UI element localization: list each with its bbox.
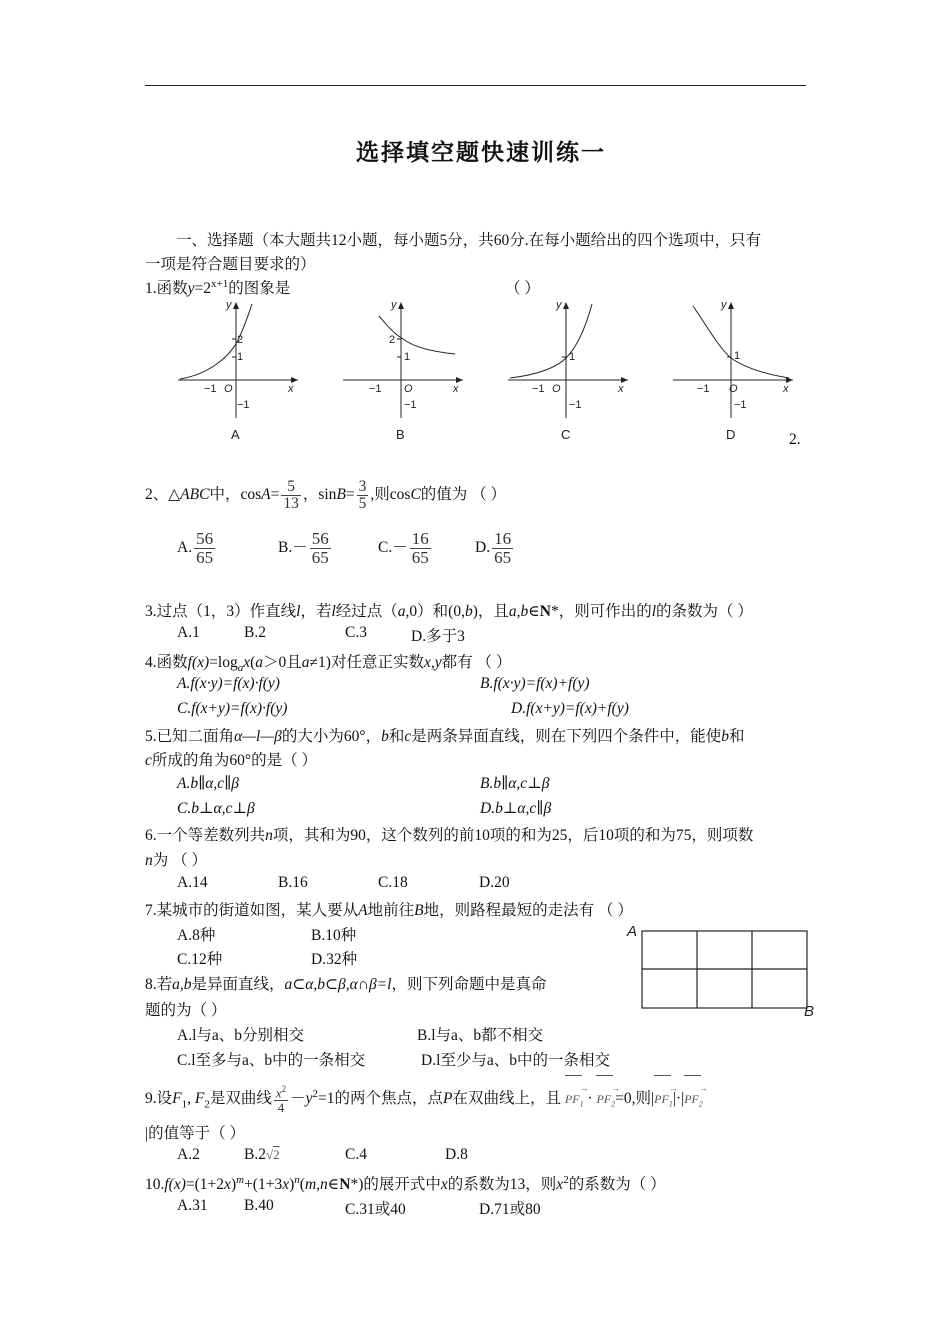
grid-point-a: A	[627, 923, 638, 940]
graph-c-x-label: x	[618, 383, 624, 395]
q1-graphs	[170, 296, 810, 446]
question-1-answer-paren: （ ）	[505, 280, 540, 297]
q3-option-d: D.多于3	[411, 628, 465, 645]
graph-a-tick-1: 1	[237, 351, 244, 363]
page-title: 选择填空题快速训练一	[356, 140, 606, 166]
q10-option-d: D.71或80	[479, 1201, 541, 1218]
graph-b-label: B	[396, 427, 405, 442]
question-2: 2、△ABC中，cosA= $\frac{5}{13}$ ，sinB= $\frac{3}{5}$ ,则cosC的值为 （ ）	[145, 477, 507, 512]
q4-option-a: A.f(x·y)=f(x)·f(y)	[177, 675, 280, 692]
grid-point-b: B	[804, 1003, 815, 1020]
q5-option-b: B.b∥α,c⊥β	[480, 775, 550, 792]
graph-b-tick-neg: −1	[369, 383, 382, 395]
graph-b-origin: O	[404, 383, 413, 395]
q4-option-c: C.f(x+y)=f(x)·f(y)	[177, 700, 288, 717]
q8-option-d: D.l至少与a、b中的一条相交	[421, 1052, 611, 1069]
graph-d-x-label: x	[783, 383, 789, 395]
trailing-number: 2.	[789, 431, 801, 448]
question-6-cont: n为 （ ）	[145, 852, 208, 869]
q4-option-b: B.f(x·y)=f(x)+f(y)	[480, 675, 590, 692]
q6-option-a: A.14	[177, 874, 208, 891]
q3-option-a: A.1	[177, 624, 200, 641]
graph-c-y-label: y	[556, 299, 562, 311]
graph-c-label: C	[561, 427, 571, 442]
q10-option-c: C.31或40	[345, 1201, 406, 1218]
q6-option-c: C.18	[378, 874, 408, 891]
graph-b	[343, 299, 463, 442]
graph-c-neg-y: −1	[569, 399, 582, 411]
graph-d-origin: O	[729, 383, 738, 395]
question-6: 6.一个等差数列共n项，其和为90，这个数列的前10项的和为25，后10项的和为75，则项数	[145, 827, 754, 844]
top-rule	[145, 85, 806, 86]
q3-option-c: C.3	[345, 624, 367, 641]
q2-option-c: C.－ $\frac{16}{65}$	[378, 529, 429, 567]
graph-d-tick-1: 1	[734, 350, 741, 362]
graph-b-tick-1: 1	[404, 351, 411, 363]
q10-option-b: B.40	[244, 1197, 274, 1214]
question-1: 1.函数$y=2^{x+1}$的图象是	[145, 277, 291, 297]
question-7: 7.某城市的街道如图，某人要从A地前往B地，则路程最短的走法有 （ ）	[145, 902, 633, 919]
graph-a	[178, 299, 298, 442]
q5-option-d: D.b⊥α,c∥β	[480, 800, 552, 817]
graph-d-label: D	[726, 427, 736, 442]
q8-option-b: B.l与a、b都不相交	[417, 1027, 544, 1044]
q8-option-c: C.l至多与a、b中的一条相交	[177, 1052, 366, 1069]
q2-option-a: A. $\frac{56}{65}$	[177, 529, 214, 567]
q2-option-d: D. $\frac{16}{65}$	[475, 529, 512, 567]
q4-option-d: D.f(x+y)=f(x)+f(y)	[511, 700, 629, 717]
graph-c	[508, 299, 628, 442]
question-10: $10.f(x)=(1+2x)^m+(1+3x)^n(m,n\in N*)$的展开式中x的系数为13，则$x^2$的系数为（ ）	[145, 1173, 666, 1193]
graph-a-y-label: y	[226, 299, 232, 311]
q9-option-c: C.4	[345, 1146, 367, 1163]
graph-d-y-label: y	[721, 299, 727, 311]
q6-option-b: B.16	[278, 874, 308, 891]
q9-option-a: A.2	[177, 1146, 200, 1163]
q7-option-d: D.32种	[311, 951, 358, 968]
graph-b-neg-y: −1	[404, 399, 417, 411]
street-grid-figure	[624, 918, 824, 1022]
question-3: 3.过点（1，3）作直线l，若l经过点（a,0）和(0,b)，且a,b∈N*，则可作出的l的条数为（ ）	[145, 603, 753, 620]
question-5-cont: c所成的角为60°的是（ ）	[145, 752, 317, 769]
graph-d	[673, 299, 793, 442]
section-heading: 一、选择题（本大题共12小题，每小题5分，共60分.在每小题给出的四个选项中，只有	[176, 232, 762, 249]
question-5: 5.已知二面角α—l—β的大小为60°，b和c是两条异面直线，则在下列四个条件中，能使b和	[145, 728, 745, 745]
q8-option-a: A.l与a、b分别相交	[177, 1027, 305, 1044]
q5-option-a: A.b∥α,c∥β	[177, 775, 240, 792]
question-9-cont: |的值等于（ ）	[145, 1125, 245, 1142]
graph-a-neg-y: −1	[237, 399, 250, 411]
question-4: 4.函数$f(x)=\log_ax(a>0$且a≠1)对任意正实数x,y都有 （ ）	[145, 654, 512, 675]
graph-d-tick-neg: −1	[697, 383, 710, 395]
graph-c-origin: O	[552, 383, 561, 395]
graph-a-label: A	[231, 427, 240, 442]
q7-option-a: A.8种	[177, 927, 216, 944]
q2-option-b: B.－ $\frac{56}{65}$	[278, 529, 329, 567]
graph-b-x-label: x	[453, 383, 459, 395]
question-9: 9.设$F_1$, $F_2$是双曲线 $\frac{x^2}{4}$ $-y^2=1$的两个焦点，点P在双曲线上，且 $PF_1$ → · $PF_2 \to=0$,则$|PF_1 \to|\cdot|PF_2$ →	[145, 1072, 703, 1127]
q10-option-a: A.31	[177, 1197, 208, 1214]
graph-b-tick-2: 2	[389, 334, 396, 346]
q7-option-b: B.10种	[311, 927, 357, 944]
q5-option-c: C.b⊥α,c⊥β	[177, 800, 255, 817]
graph-a-tick-2: 2	[237, 334, 244, 346]
q6-option-d: D.20	[479, 874, 510, 891]
graph-a-origin: O	[224, 383, 233, 395]
q3-option-b: B.2	[244, 624, 266, 641]
q9-option-b: B.2√2	[244, 1146, 280, 1163]
graph-a-tick-neg: −1	[204, 383, 217, 395]
graph-c-tick-neg: −1	[532, 383, 545, 395]
graph-d-neg-y: −1	[734, 399, 747, 411]
graph-b-y-label: y	[391, 299, 397, 311]
question-8: 8.若a,b是异面直线，a⊂α,b⊂β,α∩β=l，则下列命题中是真命	[145, 976, 547, 993]
q7-option-c: C.12种	[177, 951, 223, 968]
question-8-cont: 题的为（ ）	[145, 1002, 227, 1019]
graph-a-x-label: x	[288, 383, 294, 395]
graph-c-tick-1: 1	[569, 351, 576, 363]
q9-option-d: D.8	[445, 1146, 468, 1163]
section-heading-cont: 一项是符合题目要求的）	[145, 256, 316, 273]
